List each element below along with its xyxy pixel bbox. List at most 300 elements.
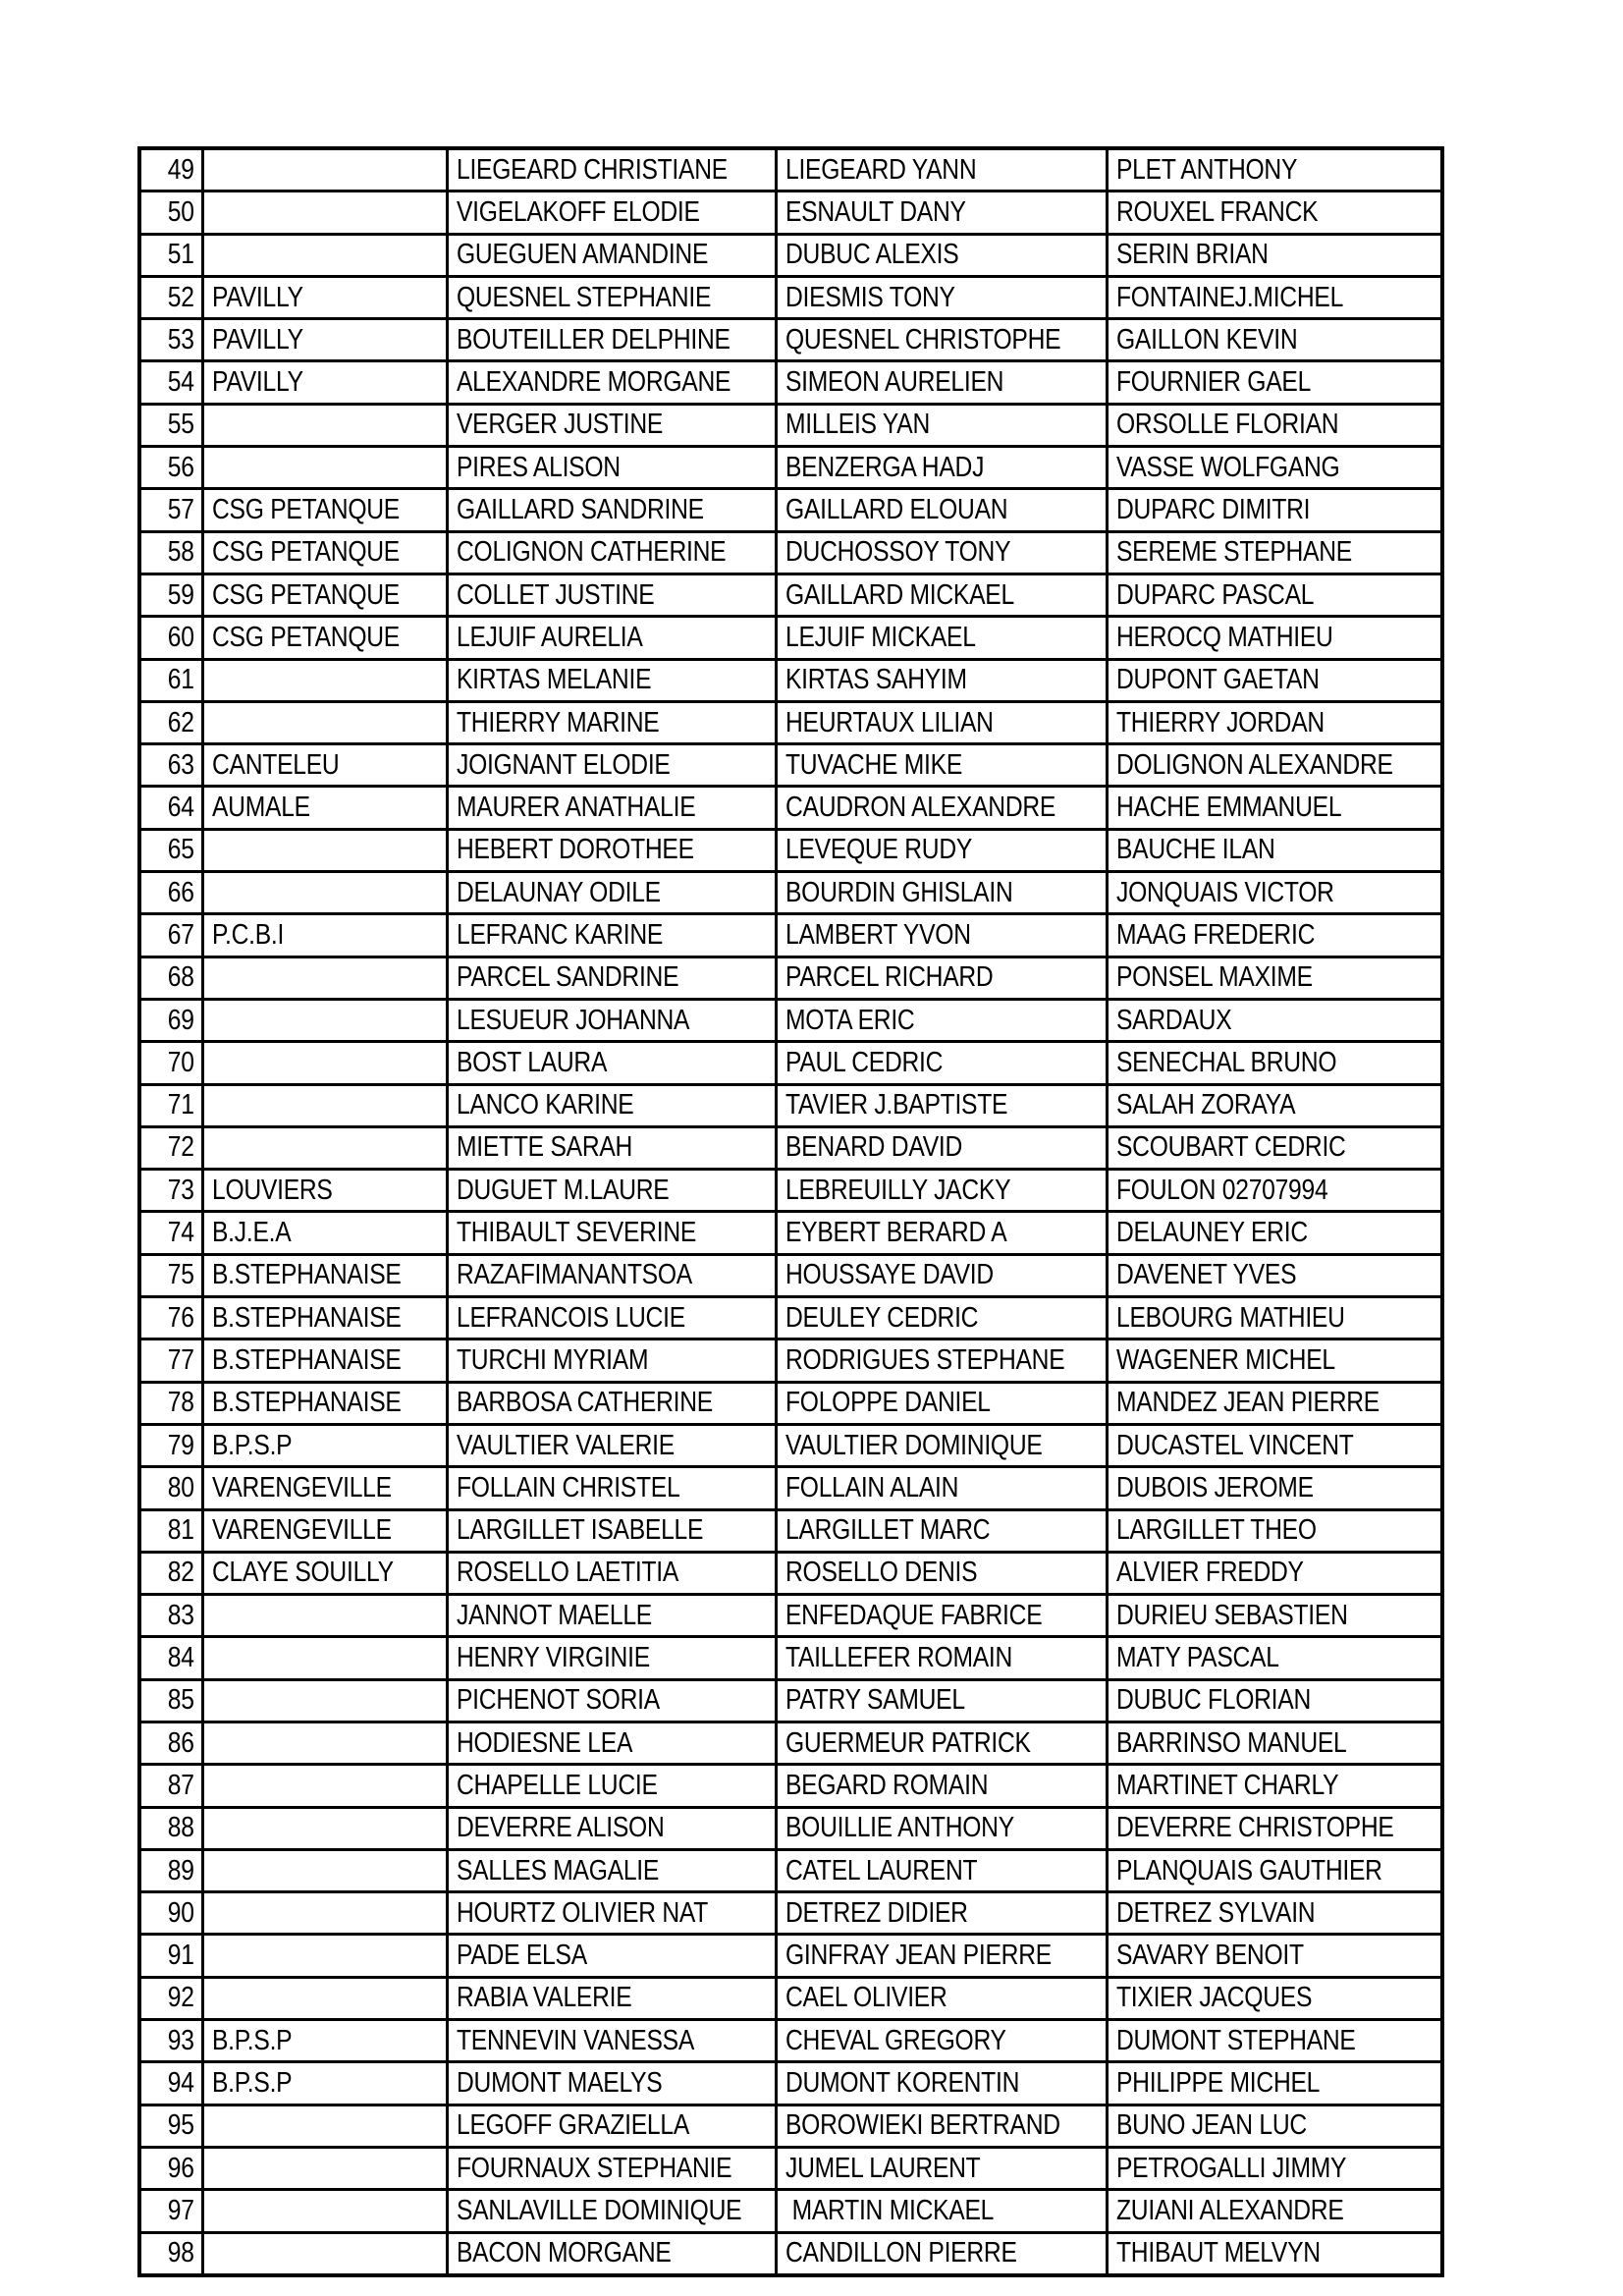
player2-cell — [776, 489, 1107, 531]
table-row — [139, 2105, 1442, 2147]
row-number-cell — [139, 1807, 202, 1849]
player2-cell — [776, 404, 1107, 446]
player1-cell — [447, 1892, 776, 1935]
player2-cell-text: DETREZ DIDIER — [784, 1896, 968, 1929]
player3-cell-text: MANDEZ JEAN PIERRE — [1115, 1387, 1380, 1419]
row-number-cell-text: 69 — [167, 1004, 194, 1036]
row-number-cell-text: 90 — [167, 1896, 194, 1929]
player3-cell-text: SENECHAL BRUNO — [1115, 1046, 1336, 1078]
club-cell-text: CLAYE SOUILLY — [211, 1557, 394, 1589]
club-cell — [202, 148, 447, 191]
player1-cell-text: RAZAFIMANANTSOA — [456, 1259, 692, 1291]
player1-cell-text: FOLLAIN CHRISTEL — [456, 1471, 679, 1503]
player1-cell-text: BOST LAURA — [456, 1046, 607, 1078]
player1-cell-text: JANNOT MAELLE — [456, 1599, 652, 1631]
player2-cell — [776, 574, 1107, 616]
table-row — [139, 1595, 1442, 1637]
row-number-cell-text: 51 — [167, 239, 194, 271]
club-cell-text: CSG PETANQUE — [211, 494, 400, 526]
table-row — [139, 1297, 1442, 1339]
player2-cell-text: SIMEON AURELIEN — [784, 366, 1003, 399]
player1-cell — [447, 1935, 776, 1977]
table-row — [139, 957, 1442, 999]
row-number-cell-text: 82 — [167, 1557, 194, 1589]
player1-cell-text: PIRES ALISON — [456, 451, 621, 483]
row-number-cell-text: 89 — [167, 1854, 194, 1886]
player2-cell-text: HOUSSAYE DAVID — [784, 1259, 994, 1291]
row-number-cell — [139, 1935, 202, 1977]
player2-cell-text: ROSELLO DENIS — [784, 1557, 977, 1589]
row-number-cell — [139, 1765, 202, 1807]
player3-cell — [1107, 1424, 1442, 1466]
row-number-cell — [139, 276, 202, 318]
club-cell-text: CSG PETANQUE — [211, 536, 400, 569]
club-cell — [202, 2062, 447, 2105]
player1-cell-text: HENRY VIRGINIE — [456, 1642, 650, 1674]
row-number-cell — [139, 1212, 202, 1254]
club-cell-text: B.STEPHANAISE — [211, 1343, 402, 1376]
registration-table-body — [139, 148, 1442, 2275]
row-number-cell-text: 76 — [167, 1301, 194, 1334]
player2-cell — [776, 447, 1107, 489]
row-number-cell — [139, 1042, 202, 1084]
player3-cell-text: THIBAUT MELVYN — [1115, 2237, 1321, 2269]
player1-cell — [447, 744, 776, 787]
row-number-cell-text: 81 — [167, 1514, 194, 1547]
table-row — [139, 1807, 1442, 1849]
player3-cell-text: DELAUNEY ERIC — [1115, 1217, 1308, 1249]
player2-cell — [776, 1467, 1107, 1509]
player2-cell-text: MILLEIS YAN — [784, 409, 930, 441]
player1-cell-text: HOURTZ OLIVIER NAT — [456, 1896, 708, 1929]
table-row — [139, 787, 1442, 829]
row-number-cell — [139, 1552, 202, 1594]
player1-cell-text: VAULTIER VALERIE — [456, 1429, 675, 1461]
player1-cell — [447, 787, 776, 829]
player1-cell-text: GUEGUEN AMANDINE — [456, 239, 708, 271]
player2-cell-text: BEGARD ROMAIN — [784, 1769, 988, 1801]
row-number-cell — [139, 1467, 202, 1509]
player3-cell — [1107, 319, 1442, 361]
row-number-cell — [139, 319, 202, 361]
player2-cell — [776, 361, 1107, 404]
player2-cell-text: DUCHOSSOY TONY — [784, 536, 1010, 569]
club-cell — [202, 659, 447, 701]
player2-cell-text: CHEVAL GREGORY — [784, 2024, 1006, 2056]
player2-cell-text: VAULTIER DOMINIQUE — [784, 1429, 1043, 1461]
row-number-cell — [139, 1849, 202, 1891]
row-number-cell — [139, 2147, 202, 2189]
player2-cell — [776, 2147, 1107, 2189]
club-cell-text: PAVILLY — [211, 366, 303, 399]
player3-cell — [1107, 2190, 1442, 2232]
player1-cell — [447, 1849, 776, 1891]
player3-cell — [1107, 1170, 1442, 1212]
club-cell — [202, 1382, 447, 1424]
row-number-cell — [139, 957, 202, 999]
player2-cell-text: RODRIGUES STEPHANE — [784, 1343, 1064, 1376]
player3-cell — [1107, 404, 1442, 446]
player2-cell-text: BOUILLIE ANTHONY — [784, 1812, 1014, 1844]
player2-cell-text: MARTIN MICKAEL — [784, 2194, 994, 2226]
player2-cell — [776, 1084, 1107, 1126]
club-cell — [202, 2232, 447, 2275]
player2-cell-text: PATRY SAMUEL — [784, 1684, 965, 1717]
player3-cell — [1107, 957, 1442, 999]
table-row — [139, 617, 1442, 659]
row-number-cell-text: 74 — [167, 1217, 194, 1249]
player1-cell — [447, 2062, 776, 2105]
player3-cell — [1107, 1382, 1442, 1424]
player2-cell — [776, 1126, 1107, 1169]
player1-cell — [447, 404, 776, 446]
player2-cell — [776, 234, 1107, 276]
club-cell-text: CANTELEU — [211, 748, 339, 781]
player1-cell-text: LARGILLET ISABELLE — [456, 1514, 703, 1547]
club-cell — [202, 914, 447, 957]
player3-cell — [1107, 361, 1442, 404]
player2-cell-text: KIRTAS SAHYIM — [784, 664, 967, 696]
player3-cell — [1107, 1339, 1442, 1382]
player1-cell-text: LEGOFF GRAZIELLA — [456, 2109, 689, 2142]
player1-cell-text: FOURNAUX STEPHANIE — [456, 2152, 731, 2184]
club-cell — [202, 1339, 447, 1382]
table-row — [139, 2062, 1442, 2105]
player3-cell-text: WAGENER MICHEL — [1115, 1343, 1335, 1376]
row-number-cell-text: 80 — [167, 1471, 194, 1503]
player3-cell — [1107, 829, 1442, 871]
player1-cell — [447, 234, 776, 276]
player2-cell-text: CAEL OLIVIER — [784, 1982, 947, 2014]
player2-cell — [776, 1637, 1107, 1679]
player3-cell-text: THIERRY JORDAN — [1115, 706, 1325, 738]
player2-cell — [776, 1297, 1107, 1339]
player1-cell-text: BACON MORGANE — [456, 2237, 672, 2269]
club-cell — [202, 957, 447, 999]
table-row — [139, 1552, 1442, 1594]
player2-cell-text: QUESNEL CHRISTOPHE — [784, 323, 1060, 355]
player2-cell-text: EYBERT BERARD A — [784, 1217, 1006, 1249]
player1-cell — [447, 617, 776, 659]
table-row — [139, 1509, 1442, 1552]
table-row — [139, 531, 1442, 574]
player3-cell — [1107, 659, 1442, 701]
player2-cell — [776, 1212, 1107, 1254]
row-number-cell-text: 49 — [167, 153, 194, 186]
player3-cell — [1107, 234, 1442, 276]
player1-cell-text: MIETTE SARAH — [456, 1131, 632, 1164]
player3-cell — [1107, 1679, 1442, 1722]
club-cell — [202, 574, 447, 616]
player1-cell-text: GAILLARD SANDRINE — [456, 494, 704, 526]
row-number-cell-text: 57 — [167, 494, 194, 526]
player3-cell-text: SCOUBART CEDRIC — [1115, 1131, 1346, 1164]
row-number-cell — [139, 1679, 202, 1722]
player2-cell — [776, 617, 1107, 659]
player3-cell-text: DUBOIS JEROME — [1115, 1471, 1314, 1503]
player2-cell-text: CANDILLON PIERRE — [784, 2237, 1017, 2269]
row-number-cell-text: 72 — [167, 1131, 194, 1164]
player2-cell — [776, 319, 1107, 361]
player2-cell — [776, 2232, 1107, 2275]
row-number-cell-text: 97 — [167, 2194, 194, 2226]
row-number-cell-text: 71 — [167, 1089, 194, 1121]
player1-cell-text: LEFRANC KARINE — [456, 918, 663, 951]
player3-cell — [1107, 787, 1442, 829]
player2-cell — [776, 1892, 1107, 1935]
row-number-cell-text: 78 — [167, 1387, 194, 1419]
player3-cell — [1107, 1849, 1442, 1891]
player2-cell-text: MOTA ERIC — [784, 1004, 914, 1036]
player1-cell — [447, 1977, 776, 2019]
player1-cell — [447, 2232, 776, 2275]
club-cell — [202, 829, 447, 871]
club-cell-text: B.STEPHANAISE — [211, 1387, 402, 1419]
player1-cell — [447, 914, 776, 957]
row-number-cell — [139, 1084, 202, 1126]
player2-cell-text: DIESMIS TONY — [784, 281, 955, 313]
table-row — [139, 1254, 1442, 1296]
player3-cell — [1107, 276, 1442, 318]
player1-cell — [447, 531, 776, 574]
player2-cell — [776, 148, 1107, 191]
player3-cell-text: ORSOLLE FLORIAN — [1115, 409, 1338, 441]
player2-cell — [776, 1424, 1107, 1466]
table-row — [139, 1212, 1442, 1254]
table-row — [139, 2020, 1442, 2062]
table-row — [139, 234, 1442, 276]
player2-cell — [776, 957, 1107, 999]
table-row — [139, 914, 1442, 957]
player1-cell — [447, 1084, 776, 1126]
player1-cell — [447, 148, 776, 191]
player2-cell-text: TUVACHE MIKE — [784, 748, 962, 781]
player1-cell-text: VIGELAKOFF ELODIE — [456, 195, 700, 228]
player1-cell — [447, 361, 776, 404]
row-number-cell — [139, 1722, 202, 1764]
club-cell — [202, 2020, 447, 2062]
row-number-cell-text: 65 — [167, 834, 194, 866]
player1-cell — [447, 1637, 776, 1679]
player3-cell-text: PLANQUAIS GAUTHIER — [1115, 1854, 1382, 1886]
player2-cell-text: HEURTAUX LILIAN — [784, 706, 994, 738]
row-number-cell — [139, 1126, 202, 1169]
row-number-cell — [139, 404, 202, 446]
row-number-cell — [139, 1892, 202, 1935]
player3-cell-text: BAUCHE ILAN — [1115, 834, 1275, 866]
player3-cell — [1107, 489, 1442, 531]
player2-cell-text: LIEGEARD YANN — [784, 153, 976, 186]
table-row — [139, 1084, 1442, 1126]
player1-cell-text: LESUEUR JOHANNA — [456, 1004, 689, 1036]
player3-cell — [1107, 1807, 1442, 1849]
player2-cell-text: LEBREUILLY JACKY — [784, 1174, 1010, 1206]
row-number-cell-text: 75 — [167, 1259, 194, 1291]
player1-cell-text: ROSELLO LAETITIA — [456, 1557, 678, 1589]
row-number-cell-text: 77 — [167, 1343, 194, 1376]
club-cell-text: CSG PETANQUE — [211, 621, 400, 653]
row-number-cell-text: 79 — [167, 1429, 194, 1461]
player3-cell-text: DUPARC PASCAL — [1115, 578, 1314, 611]
table-row — [139, 829, 1442, 871]
table-row — [139, 701, 1442, 743]
player3-cell — [1107, 872, 1442, 914]
player1-cell-text: TENNEVIN VANESSA — [456, 2024, 694, 2056]
club-cell-text: AUMALE — [211, 792, 310, 824]
club-cell — [202, 404, 447, 446]
player3-cell-text: PETROGALLI JIMMY — [1115, 2152, 1346, 2184]
club-cell — [202, 1935, 447, 1977]
row-number-cell — [139, 914, 202, 957]
player3-cell — [1107, 914, 1442, 957]
row-number-cell — [139, 1509, 202, 1552]
player3-cell — [1107, 2147, 1442, 2189]
row-number-cell — [139, 701, 202, 743]
player3-cell-text: DUPONT GAETAN — [1115, 664, 1320, 696]
player3-cell — [1107, 2062, 1442, 2105]
club-cell — [202, 1552, 447, 1594]
table-row — [139, 361, 1442, 404]
player1-cell — [447, 489, 776, 531]
table-row — [139, 2232, 1442, 2275]
player1-cell — [447, 191, 776, 234]
player1-cell — [447, 1424, 776, 1466]
player1-cell — [447, 2147, 776, 2189]
player1-cell-text: PICHENOT SORIA — [456, 1684, 660, 1717]
player3-cell-text: ALVIER FREDDY — [1115, 1557, 1304, 1589]
player3-cell-text: VASSE WOLFGANG — [1115, 451, 1339, 483]
row-number-cell — [139, 1595, 202, 1637]
row-number-cell-text: 66 — [167, 876, 194, 908]
player3-cell — [1107, 1722, 1442, 1764]
player1-cell — [447, 659, 776, 701]
row-number-cell-text: 73 — [167, 1174, 194, 1206]
club-cell — [202, 1892, 447, 1935]
club-cell — [202, 489, 447, 531]
player2-cell-text: TAVIER J.BAPTISTE — [784, 1089, 1007, 1121]
club-cell-text: B.J.E.A — [211, 1217, 291, 1249]
player1-cell — [447, 2190, 776, 2232]
club-cell — [202, 1977, 447, 2019]
player3-cell-text: SEREME STEPHANE — [1115, 536, 1352, 569]
table-row — [139, 1042, 1442, 1084]
player2-cell — [776, 787, 1107, 829]
club-cell — [202, 1679, 447, 1722]
player1-cell-text: PARCEL SANDRINE — [456, 961, 678, 994]
player1-cell — [447, 1807, 776, 1849]
player2-cell-text: PAUL CEDRIC — [784, 1046, 943, 1078]
player3-cell — [1107, 1509, 1442, 1552]
player3-cell-text: DUCASTEL VINCENT — [1115, 1429, 1354, 1461]
club-cell-text: B.STEPHANAISE — [211, 1259, 402, 1291]
row-number-cell-text: 52 — [167, 281, 194, 313]
player1-cell-text: DUMONT MAELYS — [456, 2067, 662, 2099]
row-number-cell-text: 55 — [167, 409, 194, 441]
club-cell — [202, 1509, 447, 1552]
player3-cell-text: JONQUAIS VICTOR — [1115, 876, 1334, 908]
player3-cell — [1107, 1126, 1442, 1169]
player1-cell — [447, 1126, 776, 1169]
club-cell — [202, 1170, 447, 1212]
club-cell — [202, 2147, 447, 2189]
row-number-cell — [139, 191, 202, 234]
player2-cell — [776, 999, 1107, 1041]
table-row — [139, 1935, 1442, 1977]
club-cell — [202, 447, 447, 489]
player1-cell-text: HODIESNE LEA — [456, 1726, 632, 1759]
club-cell — [202, 1254, 447, 1296]
player3-cell — [1107, 574, 1442, 616]
club-cell — [202, 1595, 447, 1637]
player1-cell-text: DEVERRE ALISON — [456, 1812, 665, 1844]
table-row — [139, 659, 1442, 701]
club-cell — [202, 2190, 447, 2232]
player3-cell — [1107, 1212, 1442, 1254]
player3-cell-text: HACHE EMMANUEL — [1115, 792, 1341, 824]
row-number-cell-text: 62 — [167, 706, 194, 738]
player2-cell-text: LAMBERT YVON — [784, 918, 971, 951]
player2-cell — [776, 701, 1107, 743]
player1-cell-text: SANLAVILLE DOMINIQUE — [456, 2194, 741, 2226]
club-cell-text: PAVILLY — [211, 281, 303, 313]
player3-cell-text: SAVARY BENOIT — [1115, 1940, 1304, 1972]
player1-cell — [447, 2105, 776, 2147]
player2-cell — [776, 1679, 1107, 1722]
player2-cell — [776, 744, 1107, 787]
player3-cell-text: BARRINSO MANUEL — [1115, 1726, 1347, 1759]
row-number-cell — [139, 1424, 202, 1466]
player2-cell — [776, 1935, 1107, 1977]
player1-cell-text: SALLES MAGALIE — [456, 1854, 659, 1886]
player2-cell-text: DUMONT KORENTIN — [784, 2067, 1019, 2099]
player1-cell — [447, 319, 776, 361]
player3-cell — [1107, 1254, 1442, 1296]
player3-cell — [1107, 447, 1442, 489]
club-cell — [202, 361, 447, 404]
club-cell — [202, 1424, 447, 1466]
table-row — [139, 1424, 1442, 1466]
table-row — [139, 1722, 1442, 1764]
row-number-cell-text: 96 — [167, 2152, 194, 2184]
club-cell — [202, 999, 447, 1041]
row-number-cell-text: 70 — [167, 1046, 194, 1078]
player3-cell-text: MATY PASCAL — [1115, 1642, 1279, 1674]
player2-cell-text: JUMEL LAURENT — [784, 2152, 980, 2184]
player1-cell — [447, 1595, 776, 1637]
player2-cell — [776, 1765, 1107, 1807]
player2-cell-text: DUBUC ALEXIS — [784, 239, 958, 271]
player1-cell-text: COLIGNON CATHERINE — [456, 536, 726, 569]
club-cell — [202, 1084, 447, 1126]
row-number-cell-text: 60 — [167, 621, 194, 653]
table-row — [139, 1126, 1442, 1169]
player3-cell — [1107, 531, 1442, 574]
club-cell-text: B.P.S.P — [211, 1429, 292, 1461]
player3-cell-text: PONSEL MAXIME — [1115, 961, 1313, 994]
player2-cell-text: GUERMEUR PATRICK — [784, 1726, 1031, 1759]
player3-cell — [1107, 744, 1442, 787]
player3-cell — [1107, 148, 1442, 191]
player2-cell — [776, 531, 1107, 574]
table-row — [139, 1170, 1442, 1212]
player1-cell-text: QUESNEL STEPHANIE — [456, 281, 711, 313]
table-row — [139, 1339, 1442, 1382]
row-number-cell-text: 92 — [167, 1982, 194, 2014]
row-number-cell — [139, 234, 202, 276]
player3-cell-text: SALAH ZORAYA — [1115, 1089, 1295, 1121]
player1-cell — [447, 1254, 776, 1296]
player3-cell-text: FOURNIER GAEL — [1115, 366, 1311, 399]
